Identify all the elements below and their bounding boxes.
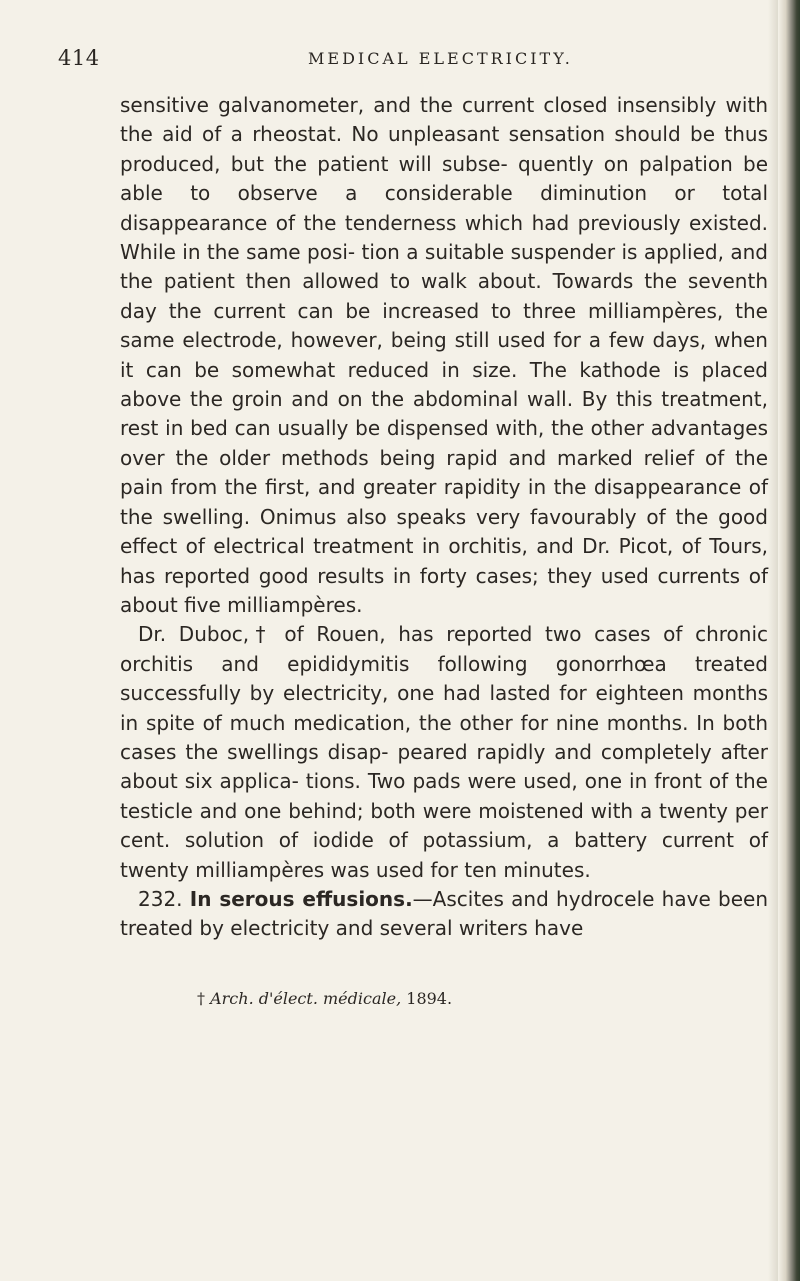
section-number: 232. xyxy=(138,886,183,911)
paragraph-3 xyxy=(120,885,768,944)
footnote xyxy=(197,989,452,1008)
paragraph-2: Dr. Duboc,† of Rouen, has reported two cases of chronic orchitis and epididymitis following gonorrhœa treated successfully by electricity, one had lasted for eighteen months in spite of much medication, the other for nine months. In both cases the swellings disap- peared rapidly and completely after about six applica- tions. Two pads were used, one in front of the testicle and one behind; both were moistened with a twenty per cent. solution of iodide of potassium, a battery current of twenty milliampères was used for ten minutes. xyxy=(120,622,768,882)
page-gutter-shadow xyxy=(768,0,778,1281)
running-title: MEDICAL ELECTRICITY. xyxy=(308,49,573,68)
paragraph-1: sensitive galvanometer, and the current closed insensibly with the aid of a rheostat. No unpleasant sensation should be thus produced, but the patient will subse- quently on palpation be able to observe a considerable diminution or total disappearance of the tenderness which had previously existed. While in the same posi- tion a suitable suspender is applied, and the patient then allowed to walk about. Towards the seventh day the current can be increased to three milliampères, the same electrode, however, being still used for a few days, when it can be somewhat reduced in size. The kathode is placed above the groin and on the abdominal wall. By this treatment, rest in bed can usually be dispensed with, the other advantages over the older methods being rapid and marked relief of the pain from the first, and greater rapidity in the disappearance of the swelling. Onimus also speaks very favourably of the good effect of electrical treatment in orchitis, and Dr. Picot, of Tours, has reported good results in forty cases; they used currents of about five milliampères. xyxy=(120,93,768,617)
footnote-year: 1894. xyxy=(406,989,453,1008)
footnote-marker: † xyxy=(197,989,205,1008)
paragraph-3-text: —Ascites and hydrocele have been treated by electricity and several writers have xyxy=(120,886,768,941)
page-number: 414 xyxy=(58,46,100,70)
body-text xyxy=(120,91,768,944)
footnote-citation: Arch. d'élect. médicale, xyxy=(210,989,402,1008)
page-header xyxy=(58,46,768,76)
book-binding-edge xyxy=(778,0,800,1281)
section-heading: In serous effusions. xyxy=(189,886,413,911)
